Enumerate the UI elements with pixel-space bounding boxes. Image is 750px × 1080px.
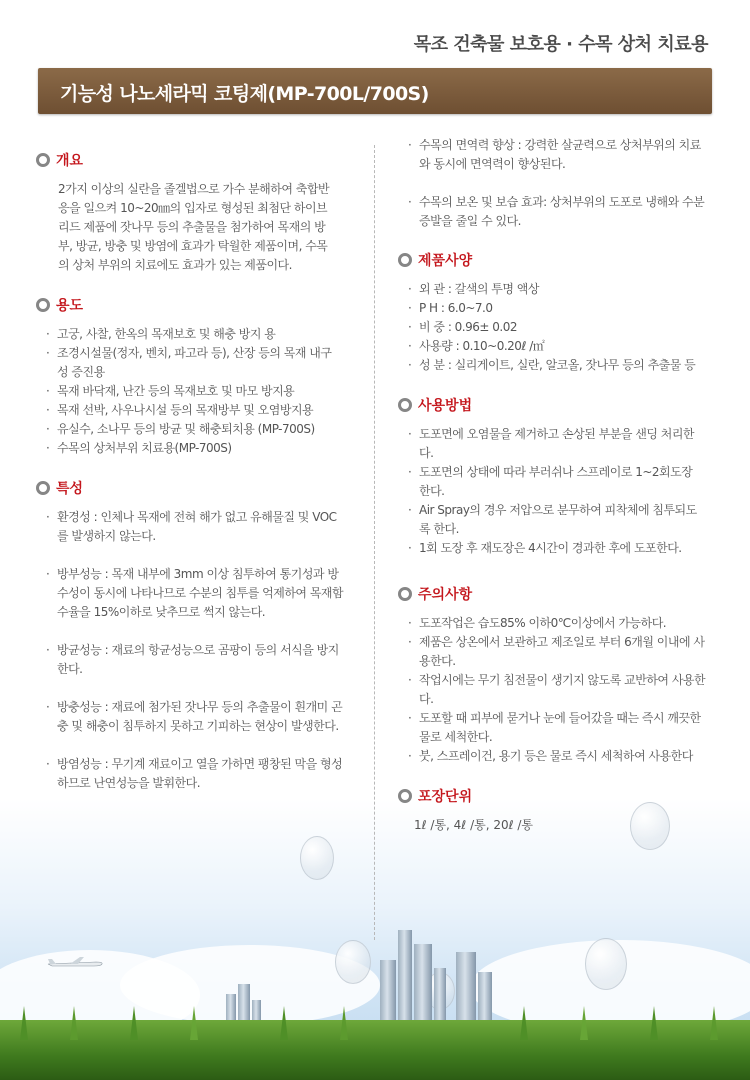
ring-bullet-icon xyxy=(36,481,50,495)
method-section xyxy=(398,395,718,558)
list-item: · 도포작업은 습도85% 이하0℃이상에서 가능하다. xyxy=(398,614,708,633)
ring-bullet-icon xyxy=(398,789,412,803)
lightbulb-icon xyxy=(630,802,670,850)
list-item: · 수목의 상처부위 치료용(MP-700S) xyxy=(36,439,336,458)
specs-title: 제품사양 xyxy=(418,253,473,269)
usage-title: 용도 xyxy=(56,298,84,314)
list-item: · 도포면의 상태에 따라 부러쉬나 스프레이로 1~2회도장한다. xyxy=(398,463,698,501)
list-item: · 방균성능 : 재료의 항균성능으로 곰팡이 등의 서식을 방지한다. xyxy=(36,641,346,679)
features-section xyxy=(36,478,356,793)
ring-bullet-icon xyxy=(36,298,50,312)
document-title: 기능성 나노세라믹 코팅제(MP-700L/700S) xyxy=(60,83,429,105)
packaging-title: 포장단위 xyxy=(418,789,473,805)
list-item: · 방염성능 : 무기계 재료이고 열을 가하면 팽창된 막을 형성하므로 난연성능을 발휘한다. xyxy=(36,755,346,793)
grass-blade xyxy=(20,1006,28,1040)
list-item: · 외 관 : 갈색의 투명 액상 xyxy=(398,280,698,299)
grass-blade xyxy=(340,1006,348,1040)
features-list xyxy=(36,508,346,793)
grass xyxy=(0,1020,750,1080)
left-column xyxy=(36,150,356,813)
caution-list xyxy=(398,614,708,766)
method-title: 사용방법 xyxy=(418,398,473,414)
building xyxy=(456,952,476,1030)
list-item: · 1회 도장 후 재도장은 4시간이 경과한 후에 도포한다. xyxy=(398,539,698,558)
usage-section xyxy=(36,295,356,458)
list-item: · 성 분 : 실리게이트, 실란, 알코올, 잣나무 등의 추출물 등 xyxy=(398,356,698,375)
packaging-header xyxy=(398,786,718,806)
specs-header xyxy=(398,250,718,270)
list-item: · 유실수, 소나무 등의 방균 및 해충퇴치용 (MP-700S) xyxy=(36,420,336,439)
list-item: · 제품은 상온에서 보관하고 제조일로 부터 6개월 이내에 사용한다. xyxy=(398,633,708,671)
grass-blade xyxy=(650,1006,658,1040)
document-subtitle: 목조 건축물 보호용 · 수목 상처 치료용 xyxy=(413,34,708,55)
features-title: 특성 xyxy=(56,481,84,497)
caution-header xyxy=(398,584,718,604)
list-item: · 고궁, 사찰, 한옥의 목재보호 및 해충 방지 용 xyxy=(36,325,336,344)
overview-header xyxy=(36,150,356,170)
list-item: · 방부성능 : 목재 내부에 3mm 이상 침투하여 통기성과 방수성이 동시에 나타나므로 수분의 침투를 억제하여 목재함수율을 15%이하로 낮추므로 썩지 않는다. xyxy=(36,565,346,622)
airplane-icon xyxy=(46,956,104,970)
overview-section xyxy=(36,150,356,275)
grass-blade xyxy=(70,1006,78,1040)
list-item: · 붓, 스프레이건, 용기 등은 물로 즉시 세척하여 사용한다 xyxy=(398,747,708,766)
ring-bullet-icon xyxy=(398,253,412,267)
list-item: · 방충성능 : 재료에 첨가된 잣나무 등의 추출물이 흰개미 곤충 및 해충이 침투하지 못하고 기피하는 현상이 발생한다. xyxy=(36,698,346,736)
specs-list xyxy=(398,280,698,375)
list-item: · 도포면에 오염물을 제거하고 손상된 부분을 샌딩 처리한다. xyxy=(398,425,698,463)
caution-title: 주의사항 xyxy=(418,587,473,603)
packaging-section xyxy=(398,786,718,835)
title-bar xyxy=(38,68,712,114)
landscape-illustration xyxy=(0,920,750,1080)
grass-blade xyxy=(190,1006,198,1040)
grass-blade xyxy=(580,1006,588,1040)
column-divider xyxy=(374,145,375,940)
list-item: · 비 중 : 0.96± 0.02 xyxy=(398,318,698,337)
method-list xyxy=(398,425,698,558)
list-item: · 작업시에는 무기 침전물이 생기지 않도록 교반하여 사용한다. xyxy=(398,671,708,709)
grass-blade xyxy=(130,1006,138,1040)
right-column xyxy=(398,136,718,855)
overview-text: 2가지 이상의 실란을 졸겔법으로 가수 분해하여 축합반응을 일으켜 10~20㎚의 입자로 형성된 최첨단 하이브리드 제품에 잣나무 등의 추출물을 첨가하여 목재의 방부, 방균, 방충 및 방염에 효과가 탁월한 제품이며, 수목의 상처 부위의 치료에도 효과가 있는 제품이다. xyxy=(58,182,330,272)
list-item: · 사용량 : 0.10~0.20ℓ /㎡ xyxy=(398,337,698,356)
list-item: · 수목의 면역력 향상 : 강력한 살균력으로 상처부위의 치료와 동시에 면역력이 향상된다. xyxy=(398,136,708,174)
building xyxy=(414,944,432,1030)
grass-blade xyxy=(280,1006,288,1040)
grass-blade xyxy=(520,1006,528,1040)
list-item: · Air Spray의 경우 저압으로 분무하여 피착체에 침투되도록 한다. xyxy=(398,501,698,539)
list-item: · 도포할 때 피부에 묻거나 눈에 들어갔을 때는 즉시 깨끗한 물로 세척한다. xyxy=(398,709,708,747)
specs-section xyxy=(398,250,718,375)
usage-header xyxy=(36,295,356,315)
caution-section xyxy=(398,584,718,766)
features-continued xyxy=(398,136,718,231)
packaging-text: 1ℓ /통, 4ℓ /통, 20ℓ /통 xyxy=(414,818,534,832)
ring-bullet-icon xyxy=(398,398,412,412)
method-header xyxy=(398,395,718,415)
grass-blade xyxy=(710,1006,718,1040)
list-item: · 환경성 : 인체나 목재에 전혀 해가 없고 유해물질 및 VOC를 발생하지 않는다. xyxy=(36,508,346,546)
lightbulb-icon xyxy=(300,836,334,880)
list-item: · 조경시설물(정자, 벤치, 파고라 등), 산장 등의 목재 내구성 증진용 xyxy=(36,344,336,382)
usage-list xyxy=(36,325,336,458)
ring-bullet-icon xyxy=(36,153,50,167)
list-item: · 목재 바닥재, 난간 등의 목재보호 및 마모 방지용 xyxy=(36,382,336,401)
lightbulb-icon xyxy=(335,940,371,984)
overview-title: 개요 xyxy=(56,153,84,169)
list-item: · 수목의 보온 및 보습 효과: 상처부위의 도포로 냉해와 수분 증발을 줄일 수 있다. xyxy=(398,193,708,231)
ring-bullet-icon xyxy=(398,587,412,601)
building xyxy=(398,930,412,1030)
features-continued-list xyxy=(398,136,708,231)
features-header xyxy=(36,478,356,498)
list-item: · 목재 선박, 사우나시설 등의 목재방부 및 오염방지용 xyxy=(36,401,336,420)
lightbulb-icon xyxy=(585,938,627,990)
list-item: · P H : 6.0~7.0 xyxy=(398,299,698,318)
